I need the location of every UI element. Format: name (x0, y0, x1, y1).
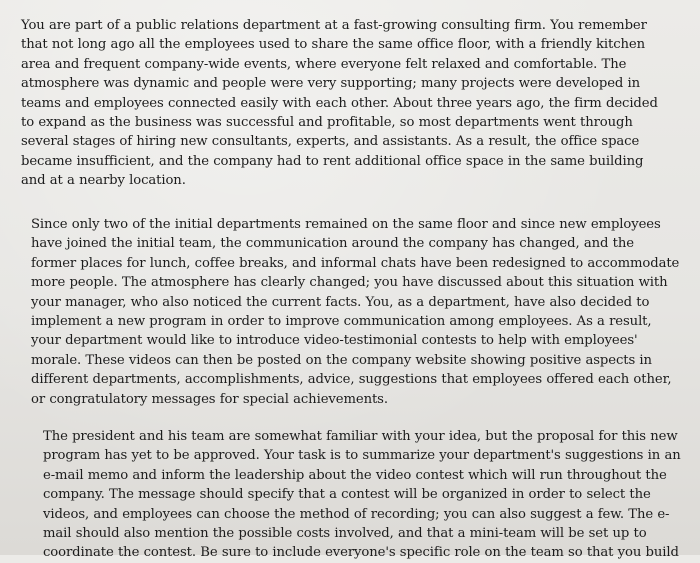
text-line: You are part of a public relations department at a fast-growing consulting firm. You remember (21, 18, 647, 33)
text-line: company. The message should specify that a contest will be organized in order to select the (43, 487, 651, 503)
text-line: Since only two of the initial departments remained on the same floor and since new employees (31, 217, 661, 232)
text-line: e-mail memo and inform the leadership about the video contest which will run throughout the (43, 467, 667, 483)
text-line: or congratulatory messages for special achievements. (31, 391, 388, 407)
text-line: have joined the initial team, the communication around the company has changed, and the (31, 236, 634, 252)
text-line: to expand as the business was successful and profitable, so most departments went through (21, 115, 633, 131)
text-line: former places for lunch, coffee breaks, and informal chats have been redesigned to accommodate (31, 255, 680, 271)
text-line: different departments, accomplishments, advice, suggestions that employees offered each other, (31, 372, 672, 388)
text-line: that not long ago all the employees used to share the same office floor, with a friendly kitchen (21, 37, 646, 53)
paragraph-1 (21, 16, 658, 191)
text-line: videos, and employees can choose the method of recording; you can also suggest a few. The e- (43, 506, 670, 522)
text-line: became insufficient, and the company had to rent additional office space in the same building (21, 153, 644, 169)
text-line: more people. The atmosphere has clearly changed; you have discussed about this situation with (31, 275, 668, 291)
paragraph-2 (31, 215, 680, 409)
text-line: area and frequent company-wide events, where everyone felt relaxed and comfortable. The (21, 56, 627, 72)
text-line: program has yet to be approved. Your task is to summarize your department's suggestions in an (43, 448, 681, 464)
text-line: mail should also mention the possible costs involved, and that a mini-team will be set up to (43, 526, 647, 542)
text-line: teams and employees connected easily with each other. About three years ago, the firm decided (21, 95, 658, 111)
text-line: and at a nearby location. (21, 173, 186, 189)
text-line: your manager, who also noticed the current facts. You, as a department, have also decided to (31, 294, 650, 310)
text-line: several stages of hiring new consultants, experts, and assistants. As a result, the office space (21, 134, 640, 150)
text-line: your department would like to introduce video-testimonial contests to help with employees' (31, 333, 638, 349)
text-line: The president and his team are somewhat familiar with your idea, but the proposal for this new (43, 429, 678, 444)
text-line: atmosphere was dynamic and people were very supporting; many projects were developed in (21, 76, 641, 92)
paragraph-3 (43, 427, 681, 563)
text-line: coordinate the contest. Be sure to include everyone's specific role on the team so that you build (43, 545, 679, 561)
text-line: implement a new program in order to improve communication among employees. As a result, (31, 314, 652, 330)
text-line: morale. These videos can then be posted on the company website showing positive aspects in (31, 352, 652, 368)
